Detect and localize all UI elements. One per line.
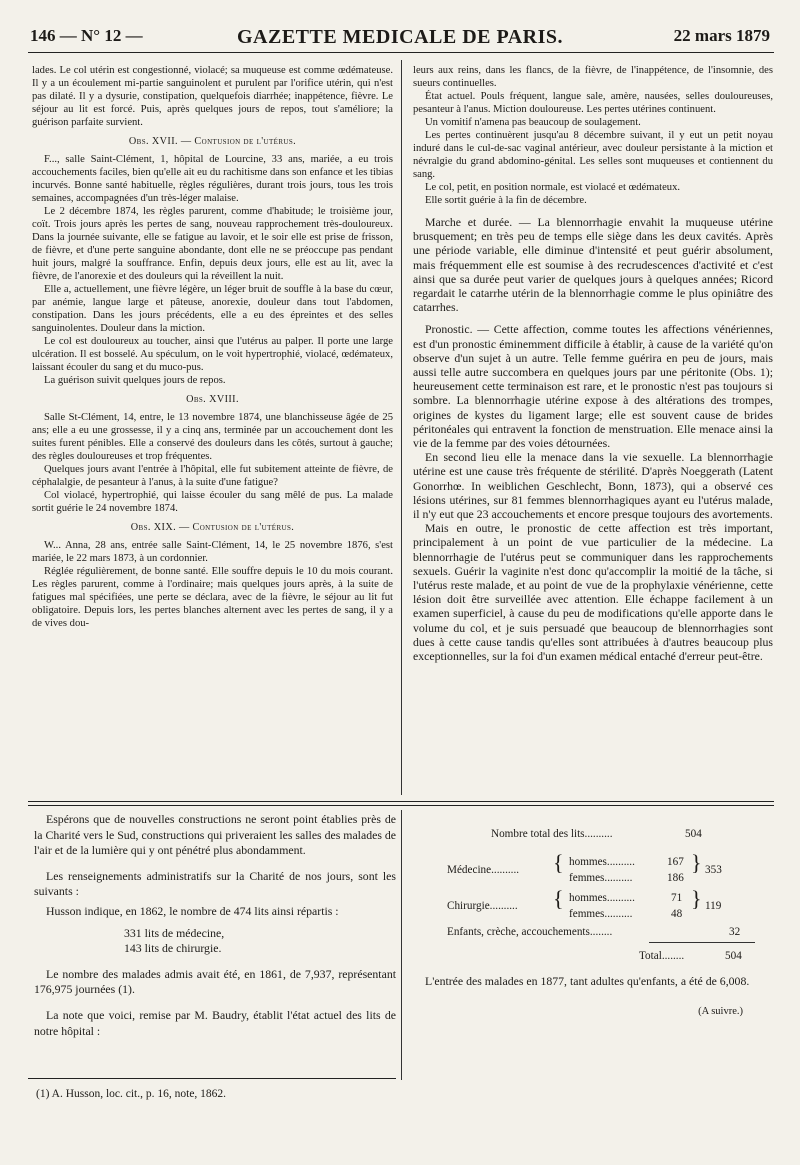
paragraph: Mais en outre, le pronostic de cette affection est très important, principalement à un point de vue particulier de la médecine. La blennorrhagie de l'utérus peut se communiquer dans les rapprochements sexuels. Guérir la vaginite n'est donc qu'accomplir la moitié de la tâche, si l'utérus reste malade, et au point de vue de la prophylaxie vénérienne, cette lésion doit être surveillée avec attention. Elle échappe facilement à un examen superficiel, à cause du peu de modifications qu'elle apporte dans le volume du col, et je suis persuadé que beaucoup de blennorrhagies sont dues à cette cause tandis qu'elles sont attribuées à d'autres beaucoup plus exceptionnelles, sur la foi d'un examen médical entaché d'erreur peut-être. (413, 521, 773, 664)
bottom-right-column (413, 974, 773, 1019)
paragraph: Husson indique, en 1862, le nombre de 474 lits ainsi répartis : (46, 903, 339, 918)
enfants-label: Enfants, crèche, accouchements........ (447, 926, 613, 938)
paragraph: État actuel. Pouls fréquent, langue sale, amère, nausées, selles douloureuses, pesanteur à l'anus. Miction douloureuse. Les pertes utérines continuent. (413, 91, 773, 115)
paragraph: Un vomitif n'amena pas beaucoup de soulagement. (425, 117, 641, 128)
paragraph: Espérons que de nouvelles constructions ne seront point établies près de la Charité vers le Sud, constructions qui priveraient les salles des malades de l'air et de la lumière qui y ont pénétré plus abondamment. (34, 812, 396, 858)
paragraph: 143 lits de chirurgie. (124, 941, 222, 956)
section-marche: Marche et durée. — La blennorrhagie envahit la muqueuse utérine brusquement; en très peu de temps elle siège dans les deux cavités. Après une période variable, elle diminue d'intensité et peut guérir absolument, mais fréquemment elle est soumise à des recrudescences d'activité et c'est ainsi que sa durée peut varier de quelques jours à quelques années; Ricord regardait le catarrhe utérin de la blennorrhagie comme le plus opiniâtre des catarrhes. (413, 215, 773, 315)
page-number: 146 — N° 12 — (30, 26, 143, 45)
page-header (30, 26, 770, 48)
chir-sum: 119 (705, 900, 722, 912)
paragraph: Elle a, actuellement, une fièvre légère, un léger bruit de souffle à la base du cœur, par anémie, langue large et pâteuse, anorexie, douleur dans tout l'abdomen, constipation. Dans les jours précédents, elle a eu des épreintes et des selles sanguinolentes. Douleur dans la miction. (32, 284, 393, 334)
issue-date: 22 mars 1879 (673, 26, 770, 45)
brace: { (553, 886, 564, 911)
paragraph: L'entrée des malades en 1877, tant adultes qu'enfants, a été de 6,008. (425, 974, 750, 988)
sum-rule (649, 942, 755, 943)
section-pronostic: Pronostic. — Cette affection, comme toutes les affections vénériennes, est d'un pronostic éminemment difficile à établir, à cause de la variété qu'on observe d'un sujet à un autre. Telle femme guérira en peu de jours, mais aussi telle autre succombera en quelques jours par une péritonite (Obs. 1); heureusement cette terminaison est rare, et le pronostic n'est pas toujours si sombre. La blennorrhagie utérine expose à des altérations des trompes, origines de kystes du ligament large; elle est souvent cause de brides péritonéales qui entravent la fonction de menstruation. Elle menace ainsi la vie de la femme par des voies détournées. (413, 322, 773, 451)
enfants-value: 32 (729, 926, 741, 938)
observation-heading: Obs. XVII. — Contusion de l'utérus. (128, 136, 297, 147)
paragraph: F..., salle Saint-Clément, 1, hôpital de Lourcine, 33 ans, mariée, a eu trois accouchements faciles, bien qu'elle ait eu du rachitisme dans son enfance et les tibias incurvés. Bonne santé habituelle, règles régulières, durant trois jours, tous les trois semaines, accompagnées d'un très-léger malaise. (32, 154, 393, 204)
total-value: 504 (685, 828, 702, 840)
paragraph: 331 lits de médecine, (124, 925, 225, 940)
paragraph: Le col est douloureux au toucher, ainsi que l'utérus au palper. Il porte une large ulcération. Il est bosselé. Au spéculum, on le voit hypertrophié, violacé, œdémateux, laissant écouler du sang et du muco-pus. (32, 336, 393, 373)
paragraph: Les renseignements administratifs sur la Charité de nos jours, sont les suivants : (34, 868, 396, 899)
paragraph: Salle St-Clément, 14, entre, le 13 novembre 1874, une blanchisseuse âgée de 25 ans; elle a eu une grossesse, il y a cinq ans, terminée par un accouchement dont les suites furent pénibles. Elle a conservé des douleurs dans les côtés, surtout à gauche; des règles douloureuses et trop fréquentes. (32, 412, 393, 462)
brace: } (691, 886, 702, 911)
column-divider (401, 810, 402, 1080)
paragraph: Les pertes continuèrent jusqu'au 8 décembre suivant, il y eut un petit noyau induré dans le cul-de-sac vaginal antérieur, avec douleur persistante à la miction et névralgie du grand abdomino-génital. Les selles sont muqueuses et contiennent du sang. (413, 130, 773, 180)
section-rule (28, 805, 774, 806)
right-column (413, 64, 773, 663)
section-rule (28, 801, 774, 802)
paragraph: La note que voici, remise par M. Baudry, établit l'état actuel des lits de notre hôpital : (34, 1007, 396, 1038)
med-femmes-label: femmes.......... (569, 872, 633, 884)
med-hommes-label: hommes.......... (569, 856, 635, 868)
paragraph: Le 2 décembre 1874, les règles parurent, comme d'habitude; le troisième jour, coït. Trois jours après les pertes de sang, nouveau rapprochement très-douloureux. Dans la journée suivante, elle se fatigue au lavoir, et le soir elle est prise de frisson, de fièvre, et d'une perte sanguine abondante, dont elle ne se préoccupe pas pendant huit jours, malgré la souffrance. Enfin, depuis deux jours, elle est au lit, avec la fièvre, de l'anorexie et des douleurs qui la réveillent la nuit. (32, 206, 393, 282)
paragraph: lades. Le col utérin est congestionné, violacé; sa muqueuse est comme œdémateuse. Il y a un écoulement mi-partie sanguinolent et purulent par l'orifice utérin, qui n'est pas dilaté. Il y a dysurie, constipation, quelquefois diarrhée; inappétence, fièvre. Le séjour au lit est forcé. Puis, après quelques jours de repos, tout s'améliore; la guérison parfaite survient. (32, 65, 393, 128)
chir-femmes-label: femmes.......... (569, 908, 633, 920)
left-column (32, 64, 393, 630)
total-label: Nombre total des lits.......... (491, 828, 613, 840)
paragraph: Col violacé, hypertrophié, qui laisse écouler du sang mêlé de pus. La malade sortit guérie le 24 novembre 1874. (32, 490, 393, 514)
brace: } (691, 850, 702, 875)
med-femmes-value: 186 (667, 872, 684, 884)
paragraph: Réglée régulièrement, de bonne santé. Elle souffre depuis le 10 du mois courant. Les règles parurent, comme à l'ordinaire; mais quelques jours après, à la suite de fatigues mal spécifiées, une perte se déclara, avec de la fièvre, le séjour au lit fut obligatoire. Depuis lors, les pertes blanches alternent avec les pertes de sang, il y a de vives dou- (32, 566, 393, 629)
paragraph: En second lieu elle la menace dans la vie sexuelle. La blennorrhagie utérine est une cause très fréquente de stérilité. D'après Noeggerath (Latent Gonorrhœ. In weiblichen Geschlecht, Bonn, 1873), qui a observé ces lésions utérines, sur 81 femmes blennorrhagiques ayant eu l'utérus malade, il n'y eut que 23 accouchements et encore presque toujours des avortements. (413, 450, 773, 522)
medecine-label: Médecine.......... (447, 864, 520, 876)
paragraph: W... Anna, 28 ans, entrée salle Saint-Clément, 14, le 25 novembre 1876, s'est mariée, le 22 mars 1873, à un cordonnier. (32, 540, 393, 564)
total2-label: Total........ (639, 950, 685, 962)
observation-heading: Obs. XIX. — Contusion de l'utérus. (130, 522, 295, 533)
total2-value: 504 (725, 950, 742, 962)
brace: { (553, 850, 564, 875)
column-divider (401, 60, 402, 795)
header-rule (28, 52, 774, 53)
bottom-left-column (34, 812, 396, 1039)
footnote: (1) A. Husson, loc. cit., p. 16, note, 1862. (36, 1088, 227, 1100)
med-hommes-value: 167 (667, 856, 684, 868)
paragraph: leurs aux reins, dans les flancs, de la fièvre, de l'inappétence, de l'insomnie, des sueurs continuelles. (413, 65, 773, 89)
med-sum: 353 (705, 864, 722, 876)
chir-hommes-value: 71 (671, 892, 683, 904)
chir-hommes-label: hommes.......... (569, 892, 635, 904)
paragraph: Le nombre des malades admis avait été, en 1861, de 7,937, représentant 176,975 journées (1). (34, 966, 396, 997)
footnote-rule (28, 1078, 396, 1079)
journal-title: GAZETTE MEDICALE DE PARIS. (236, 26, 564, 48)
paragraph: Elle sortit guérie à la fin de décembre. (425, 195, 587, 206)
to-be-continued: (A suivre.) (698, 1005, 743, 1017)
chir-femmes-value: 48 (671, 908, 683, 920)
observation-heading: Obs. XVIII. (186, 394, 239, 405)
paragraph: La guérison suivit quelques jours de repos. (44, 375, 226, 386)
paragraph: Quelques jours avant l'entrée à l'hôpital, elle fut subitement atteinte de fièvre, de céphalalgie, de pesanteur à l'anus, à la suite d'une fatigue? (32, 464, 393, 488)
chirurgie-label: Chirurgie.......... (447, 900, 518, 912)
paragraph: Le col, petit, en position normale, est violacé et œdémateux. (425, 182, 681, 193)
